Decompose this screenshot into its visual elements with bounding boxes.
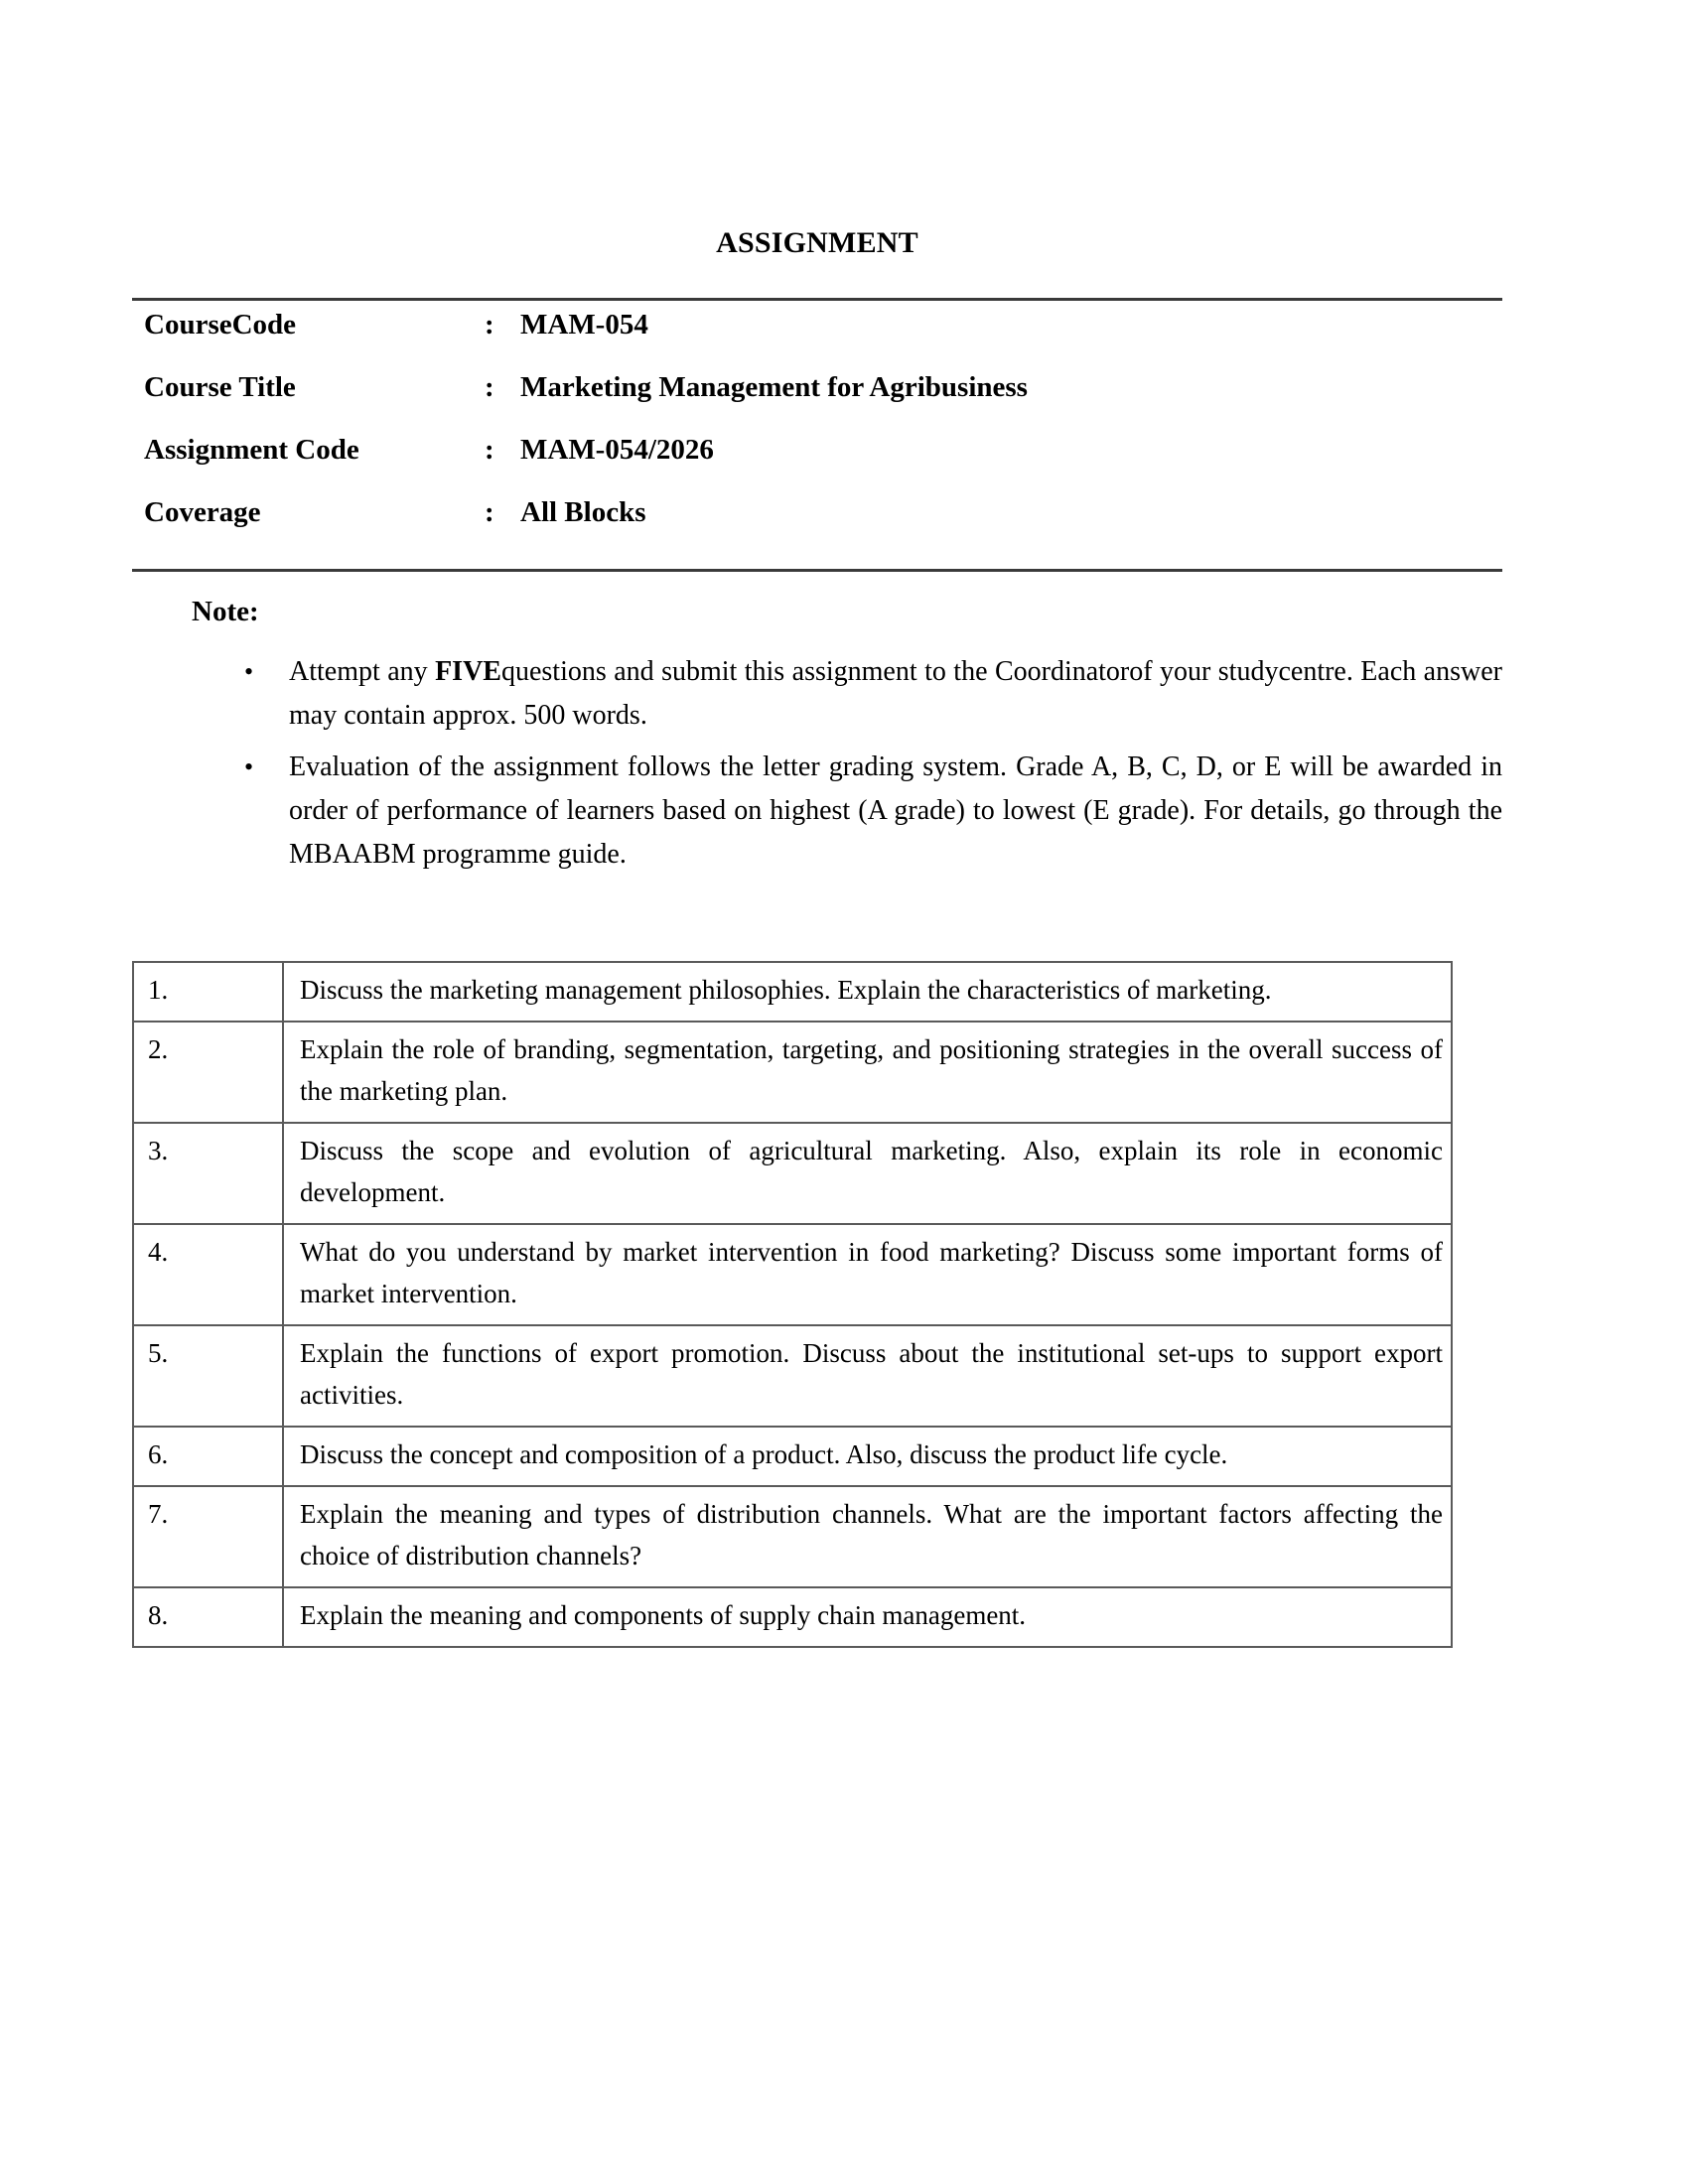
question-text: Explain the meaning and components of supply chain management. bbox=[283, 1587, 1452, 1647]
question-text: Explain the meaning and types of distribution channels. What are the important factors affecting the choice of distribution channels? bbox=[283, 1486, 1452, 1587]
question-number: 6. bbox=[133, 1427, 283, 1486]
table-row bbox=[133, 1587, 1452, 1647]
table-row bbox=[133, 962, 1452, 1022]
question-number: 5. bbox=[133, 1325, 283, 1427]
meta-label: CourseCode bbox=[144, 309, 297, 341]
note-text-prefix: Attempt any bbox=[289, 656, 436, 687]
page-title: ASSIGNMENT bbox=[716, 226, 918, 259]
question-text: Explain the functions of export promotion. Discuss about the institutional set-ups to support export activities. bbox=[283, 1325, 1452, 1427]
question-text: Explain the role of branding, segmentation, targeting, and positioning strategies in the overall success of the marketing plan. bbox=[283, 1022, 1452, 1123]
meta-row-assignment-code bbox=[132, 434, 1502, 496]
meta-label: Coverage bbox=[144, 496, 261, 528]
table-row bbox=[133, 1224, 1452, 1325]
table-row bbox=[133, 1022, 1452, 1123]
note-text-suffix: questions and submit this assignment to the Coordinatorof your studycentre. Each answer may contain approx. 500 words. bbox=[289, 656, 1502, 731]
meta-row-course-code bbox=[132, 309, 1502, 371]
meta-value: MAM-054 bbox=[520, 309, 648, 341]
bullet-icon: • bbox=[244, 752, 254, 781]
questions-table bbox=[132, 961, 1453, 1648]
note-text-emphasis: FIVE bbox=[435, 656, 501, 687]
question-number: 7. bbox=[133, 1486, 283, 1587]
note-list-item bbox=[231, 746, 1502, 877]
question-number: 2. bbox=[133, 1022, 283, 1123]
note-heading: Note: bbox=[192, 596, 259, 627]
table-row bbox=[133, 1325, 1452, 1427]
meta-label: Course Title bbox=[144, 371, 296, 403]
meta-value: MAM-054/2026 bbox=[520, 434, 714, 466]
bullet-icon: • bbox=[244, 657, 254, 686]
question-text: Discuss the concept and composition of a product. Also, discuss the product life cycle. bbox=[283, 1427, 1452, 1486]
question-number: 1. bbox=[133, 962, 283, 1022]
question-number: 8. bbox=[133, 1587, 283, 1647]
note-list bbox=[231, 650, 1502, 885]
note-list-item bbox=[231, 650, 1502, 738]
table-row bbox=[133, 1123, 1452, 1224]
question-text: Discuss the marketing management philosophies. Explain the characteristics of marketing. bbox=[283, 962, 1452, 1022]
question-text: What do you understand by market intervention in food marketing? Discuss some important forms of market intervention. bbox=[283, 1224, 1452, 1325]
meta-label: Assignment Code bbox=[144, 434, 359, 466]
table-row bbox=[133, 1427, 1452, 1486]
course-meta-block bbox=[132, 298, 1502, 572]
meta-row-course-title bbox=[132, 371, 1502, 434]
meta-separator: : bbox=[485, 309, 494, 341]
meta-separator: : bbox=[485, 434, 494, 466]
meta-separator: : bbox=[485, 496, 494, 528]
meta-row-coverage bbox=[132, 496, 1502, 559]
question-number: 3. bbox=[133, 1123, 283, 1224]
meta-value: All Blocks bbox=[520, 496, 646, 528]
note-text-prefix: Evaluation of the assignment follows the letter grading system. Grade A, B, C, D, or E will be awarded in order of performance of learners based on highest (A grade) to lowest (E grade). For details, go through the MBAABM programme guide. bbox=[289, 751, 1502, 870]
table-row bbox=[133, 1486, 1452, 1587]
meta-value: Marketing Management for Agribusiness bbox=[520, 371, 1028, 403]
meta-separator: : bbox=[485, 371, 494, 403]
question-text: Discuss the scope and evolution of agricultural marketing. Also, explain its role in economic development. bbox=[283, 1123, 1452, 1224]
question-number: 4. bbox=[133, 1224, 283, 1325]
